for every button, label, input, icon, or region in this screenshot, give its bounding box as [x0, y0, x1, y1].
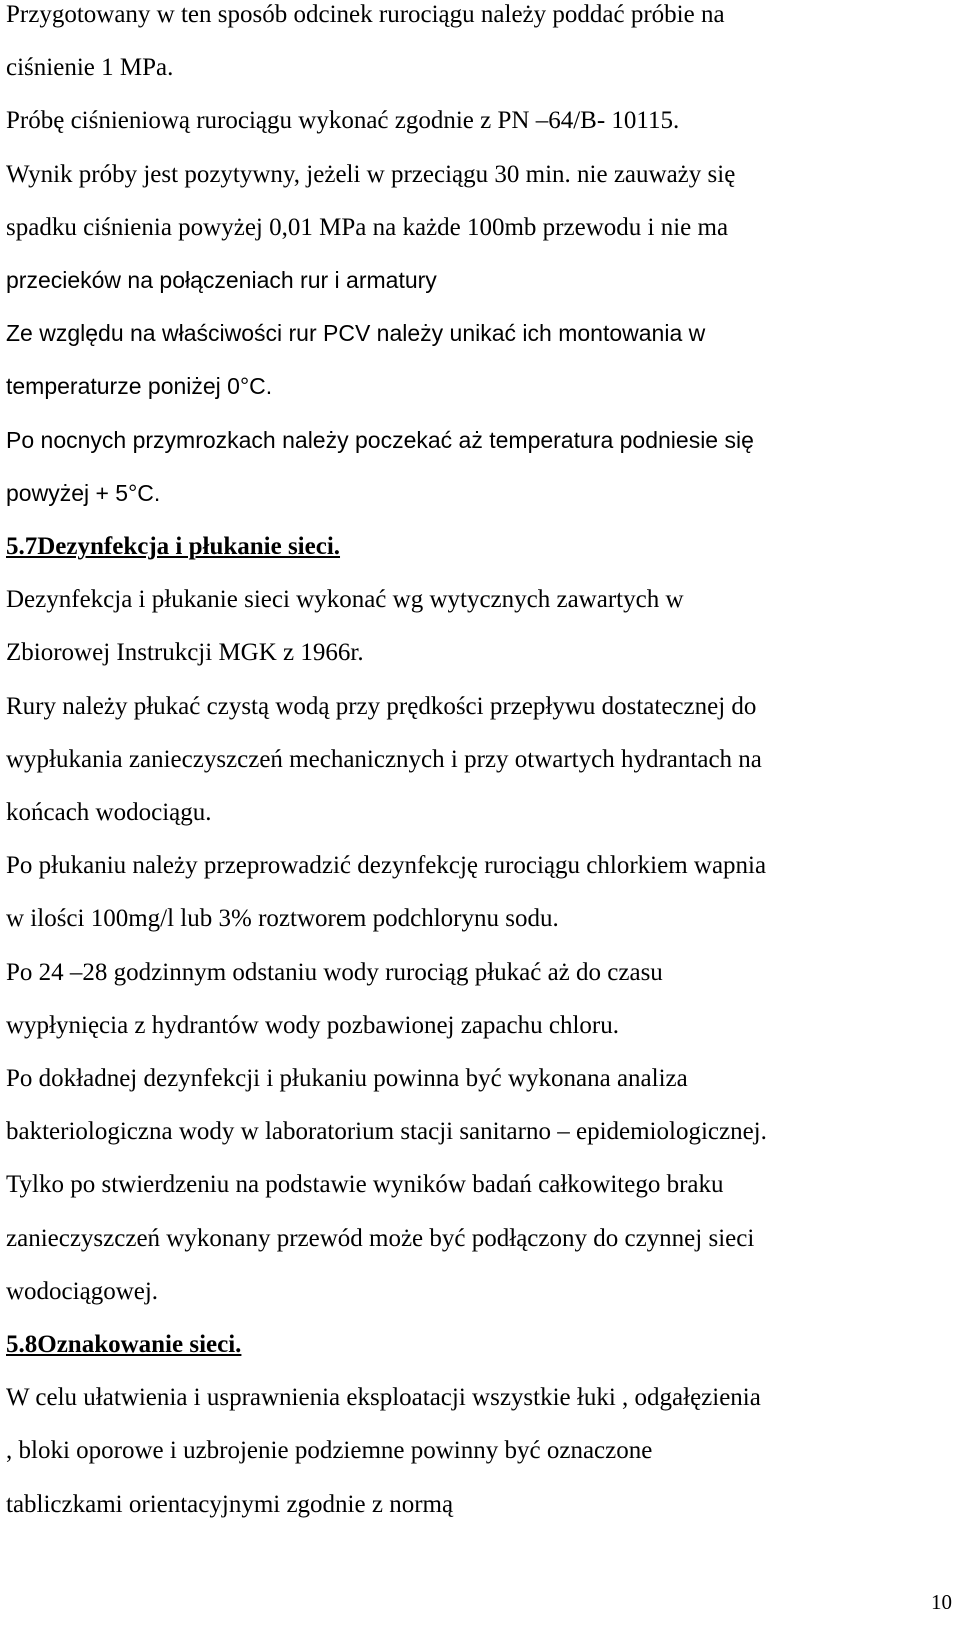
- paragraph-line: ciśnienie 1 MPa.: [6, 54, 174, 82]
- paragraph-line: Wynik próby jest pozytywny, jeżeli w przeciągu 30 min. nie zauważy się: [6, 160, 736, 188]
- paragraph-line: Rury należy płukać czystą wodą przy prędkości przepływu dostatecznej do: [6, 692, 757, 720]
- paragraph-line: temperaturze poniżej 0°C.: [6, 373, 273, 400]
- paragraph-line: Ze względu na właściwości rur PCV należy unikać ich montowania w: [6, 320, 706, 347]
- paragraph-line: Próbę ciśnieniową rurociągu wykonać zgodnie z PN –64/B- 10115.: [6, 107, 680, 135]
- paragraph-line: Po nocnych przymrozkach należy poczekać aż temperatura podniesie się: [6, 426, 754, 453]
- paragraph-line: zanieczyszczeń wykonany przewód może być podłączony do czynnej sieci: [6, 1224, 755, 1252]
- section-heading: 5.8Oznakowanie sieci.: [6, 1331, 242, 1359]
- paragraph-line: Po 24 –28 godzinnym odstaniu wody rurociąg płukać aż do czasu: [6, 958, 663, 986]
- paragraph-line: Po płukaniu należy przeprowadzić dezynfekcję rurociągu chlorkiem wapnia: [6, 852, 767, 880]
- page-number: 10: [931, 1590, 952, 1614]
- paragraph-line: w ilości 100mg/l lub 3% roztworem podchlorynu sodu.: [6, 905, 559, 933]
- paragraph-line: powyżej + 5°C.: [6, 479, 161, 506]
- section-heading: 5.7Dezynfekcja i płukanie sieci.: [6, 533, 341, 561]
- paragraph-line: przecieków na połączeniach rur i armatury: [6, 267, 437, 294]
- paragraph-line: , bloki oporowe i uzbrojenie podziemne powinny być oznaczone: [6, 1437, 653, 1465]
- paragraph-line: wodociągowej.: [6, 1277, 159, 1305]
- paragraph-line: końcach wodociągu.: [6, 799, 212, 827]
- paragraph-line: bakteriologiczna wody w laboratorium stacji sanitarno – epidemiologicznej.: [6, 1118, 767, 1146]
- paragraph-line: Przygotowany w ten sposób odcinek rurociągu należy poddać próbie na: [6, 1, 725, 28]
- paragraph-line: Tylko po stwierdzeniu na podstawie wyników badań całkowitego braku: [6, 1171, 724, 1199]
- paragraph-line: tabliczkami orientacyjnymi zgodnie z normą: [6, 1490, 454, 1518]
- paragraph-line: Dezynfekcja i płukanie sieci wykonać wg wytycznych zawartych w: [6, 586, 684, 614]
- paragraph-line: wypłynięcia z hydrantów wody pozbawionej zapachu chloru.: [6, 1011, 619, 1039]
- paragraph-line: Po dokładnej dezynfekcji i płukaniu powinna być wykonana analiza: [6, 1065, 688, 1093]
- paragraph-line: Zbiorowej Instrukcji MGK z 1966r.: [6, 639, 364, 667]
- paragraph-line: spadku ciśnienia powyżej 0,01 MPa na każde 100mb przewodu i nie ma: [6, 213, 729, 241]
- paragraph-line: W celu ułatwienia i usprawnienia eksploatacji wszystkie łuki , odgałęzienia: [6, 1384, 761, 1412]
- document-body: [6, 0, 956, 1531]
- paragraph-line: wypłukania zanieczyszczeń mechanicznych i przy otwartych hydrantach na: [6, 745, 762, 773]
